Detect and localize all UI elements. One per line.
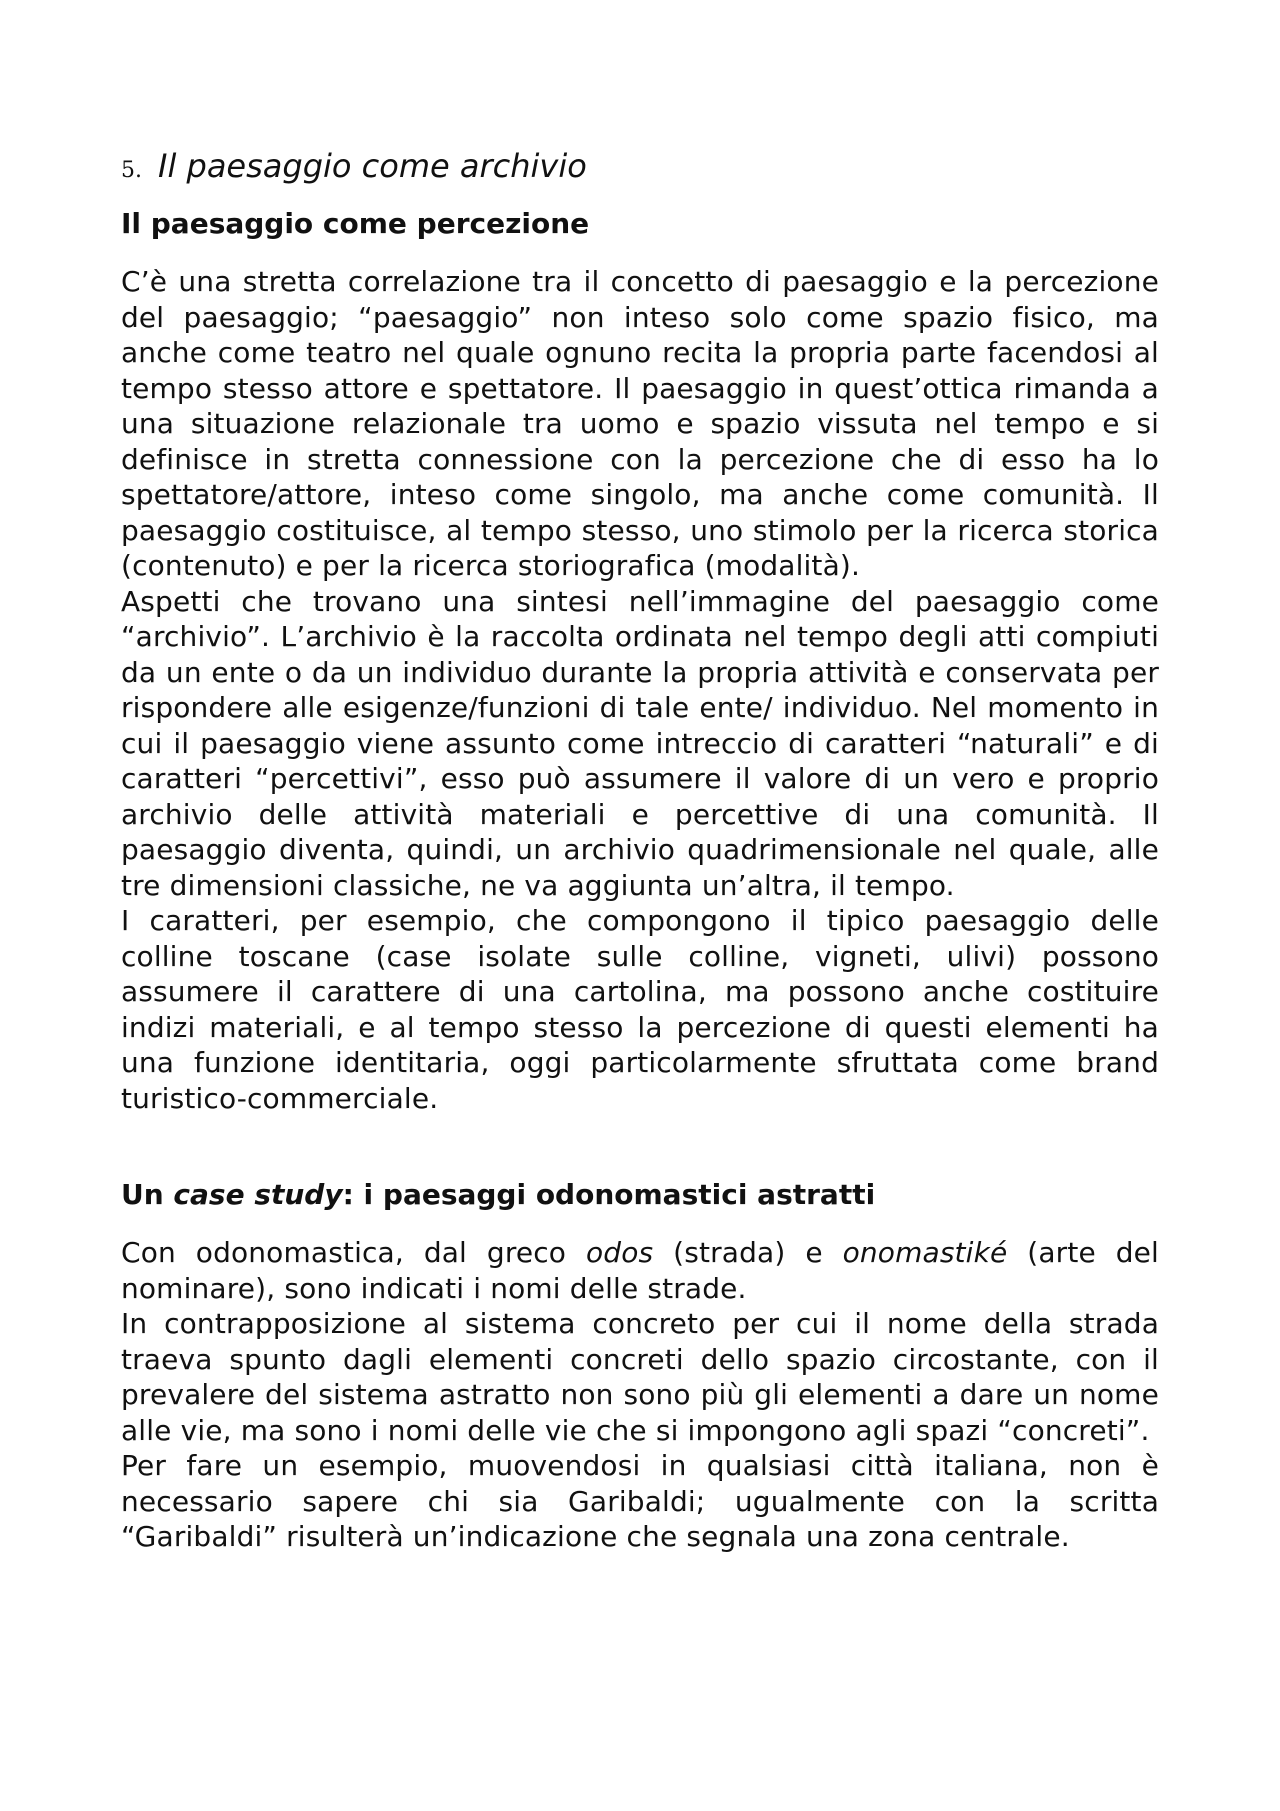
greek-term-onomastike: onomastiké bbox=[842, 1236, 1008, 1269]
paragraph-text: (strada) e bbox=[653, 1236, 843, 1269]
section-heading-perception: Il paesaggio come percezione bbox=[121, 207, 590, 240]
paragraph: I caratteri, per esempio, che compongono il tipico paesaggio delle colline toscane (case isolate sulle colline, vigneti, ulivi) possono assumere il carattere di una cartolina, ma possono anche costituire indizi materiali, e al tempo stesso la percezione di questi elementi ha una funzione identitaria, oggi particolarmente sfruttata come brand turistico-commerciale. bbox=[121, 904, 1159, 1115]
paragraph-text: (arte del nominare), sono indicati i nomi delle strade. bbox=[121, 1236, 1159, 1305]
chapter-title bbox=[121, 146, 1159, 186]
section-heading-case-study bbox=[121, 1175, 1159, 1215]
paragraph: In contrapposizione al sistema concreto per cui il nome della strada traeva spunto dagli elementi concreti dello spazio circostante, con il prevalere del sistema astratto non sono più gli elementi a dare un nome alle vie, ma sono i nomi delle vie che si impongono agli spazi “concreti”. bbox=[121, 1307, 1159, 1447]
paragraph: Per fare un esempio, muovendosi in qualsiasi città italiana, non è necessario sapere chi sia Garibaldi; ugualmente con la scritta “Garibaldi” risulterà un’indicazione che segnala una zona centrale. bbox=[121, 1449, 1159, 1553]
heading-italic: case study bbox=[173, 1178, 343, 1211]
paragraph bbox=[121, 1235, 1159, 1306]
document-page bbox=[121, 146, 1159, 1555]
chapter-title-text: Il paesaggio come archivio bbox=[158, 147, 587, 185]
paragraph: C’è una stretta correlazione tra il concetto di paesaggio e la percezione del paesaggio; “paesaggio” non inteso solo come spazio fisico, ma anche come teatro nel quale ognuno recita la propria parte facendosi al tempo stesso attore e spettatore. Il paesaggio in quest’ottica rimanda a una situazione relazionale tra uomo e spazio vissuta nel tempo e si definisce in stretta connessione con la percezione che di esso ha lo spettatore/attore, inteso come singolo, ma anche come comunità. Il paesaggio costituisce, al tempo stesso, uno stimolo per la ricerca storica (contenuto) e per la ricerca storiografica (modalità). bbox=[121, 265, 1159, 582]
paragraph: Aspetti che trovano una sintesi nell’immagine del paesaggio come “archivio”. L’archivio è la raccolta ordinata nel tempo degli atti compiuti da un ente o da un individuo durante la propria attività e conservata per rispondere alle esigenze/funzioni di tale ente/ individuo. Nel momento in cui il paesaggio viene assunto come intreccio di caratteri “naturali” e di caratteri “percettivi”, esso può assumere il valore di un vero e proprio archivio delle attività materiali e percettive di una comunità. Il paesaggio diventa, quindi, un archivio quadrimensionale nel quale, alle tre dimensioni classiche, ne va aggiunta un’altra, il tempo. bbox=[121, 584, 1159, 902]
heading-suffix: : i paesaggi odonomastici astratti bbox=[342, 1178, 876, 1211]
paragraph-text: Con odonomastica, dal greco bbox=[121, 1236, 587, 1269]
heading-prefix: Un bbox=[121, 1178, 174, 1211]
chapter-number: 5. bbox=[121, 158, 142, 183]
greek-term-odos: odos bbox=[586, 1236, 654, 1269]
